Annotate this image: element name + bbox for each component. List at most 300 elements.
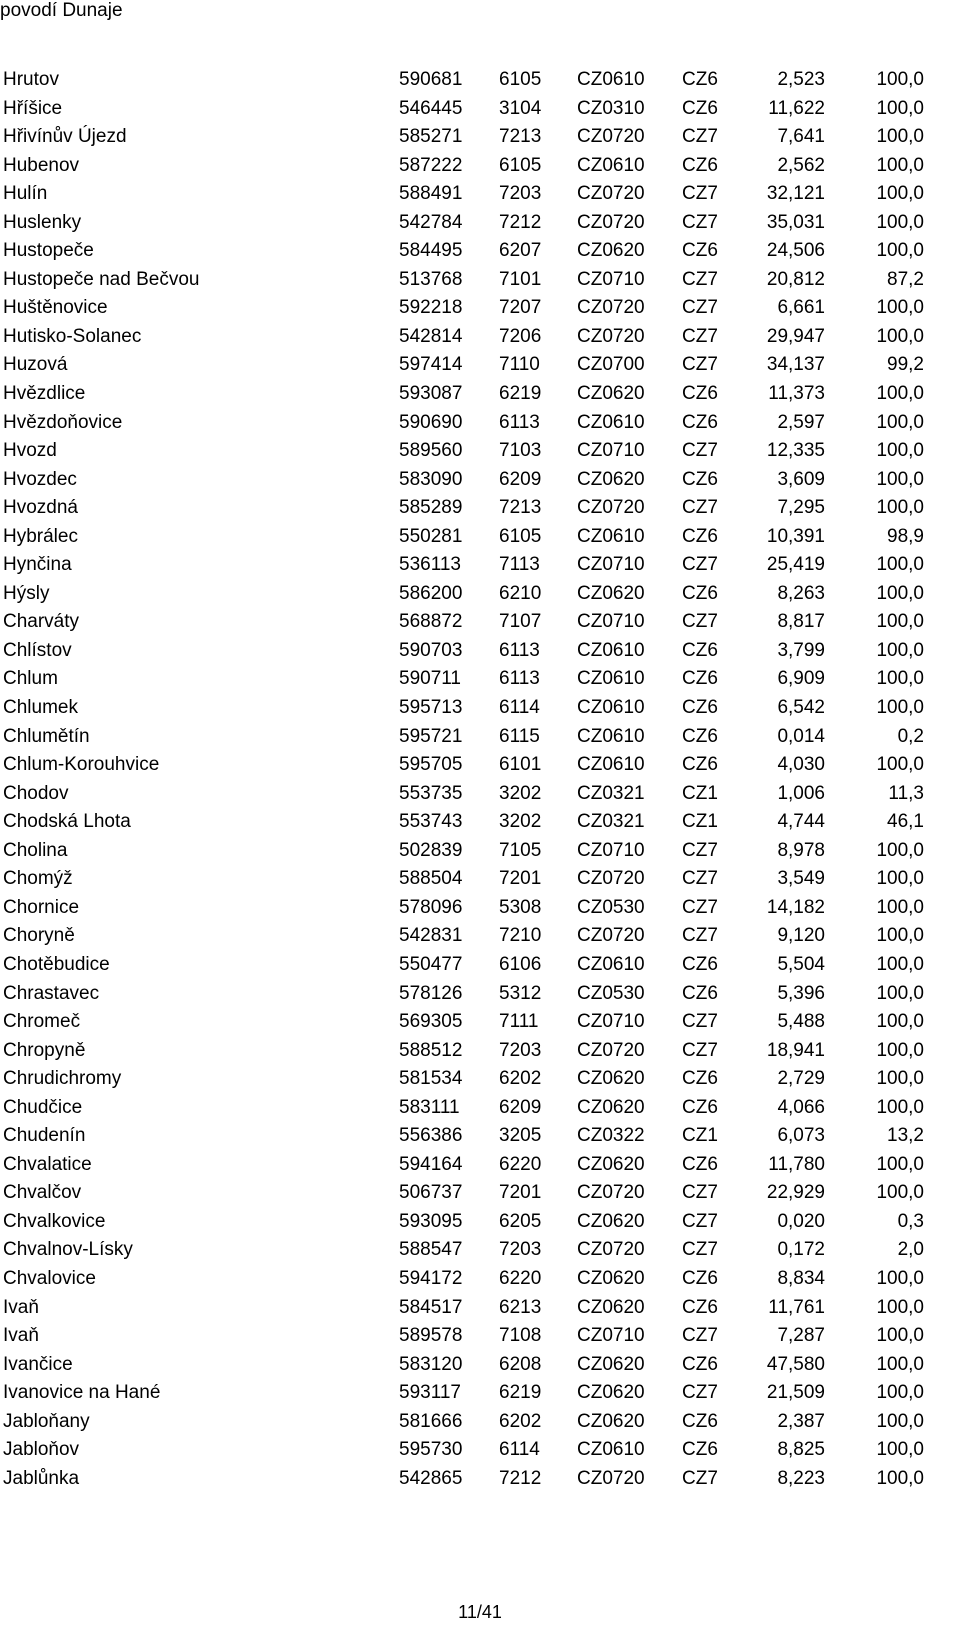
nuts-code: CZ0610	[577, 154, 645, 176]
region-code: CZ7	[682, 1039, 718, 1061]
nuts-code: CZ0322	[577, 1125, 645, 1147]
orp-code: 6114	[499, 697, 540, 719]
area-value: 4,744	[777, 811, 825, 833]
region-code: CZ6	[682, 97, 718, 119]
municipality-name: Ivaň	[3, 1325, 39, 1347]
table-row	[3, 152, 960, 181]
nuts-code: CZ0530	[577, 896, 645, 918]
percent-value: 100,0	[876, 925, 924, 947]
area-value: 7,641	[777, 126, 825, 148]
region-code: CZ6	[682, 154, 718, 176]
region-code: CZ7	[682, 611, 718, 633]
area-value: 11,780	[768, 1153, 825, 1175]
percent-value: 100,0	[876, 97, 924, 119]
percent-value: 100,0	[876, 1382, 924, 1404]
nuts-code: CZ0620	[577, 383, 645, 405]
municipality-name: Chlumek	[3, 697, 78, 719]
table-row	[3, 1236, 960, 1265]
percent-value: 99,2	[887, 354, 924, 376]
orp-code: 6210	[499, 582, 542, 604]
area-value: 22,929	[766, 1182, 825, 1204]
table-row	[3, 1151, 960, 1180]
municipality-name: Chodská Lhota	[3, 811, 131, 833]
orp-code: 7103	[499, 440, 542, 462]
region-code: CZ7	[682, 925, 718, 947]
percent-value: 100,0	[876, 240, 924, 262]
region-code: CZ6	[682, 69, 718, 90]
region-code: CZ6	[682, 953, 718, 975]
area-value: 2,387	[777, 1410, 825, 1432]
nuts-code: CZ0620	[577, 1410, 645, 1432]
area-value: 21,509	[766, 1382, 825, 1404]
table-row	[3, 551, 960, 580]
region-code: CZ6	[682, 1410, 718, 1432]
nuts-code: CZ0720	[577, 297, 645, 319]
orp-code: 3104	[499, 97, 542, 119]
table-row	[3, 437, 960, 466]
municipality-code: 583111	[399, 1096, 460, 1118]
municipality-code: 586200	[399, 582, 463, 604]
percent-value: 100,0	[876, 754, 924, 776]
orp-code: 6213	[499, 1296, 542, 1318]
nuts-code: CZ0720	[577, 211, 645, 233]
nuts-code: CZ0610	[577, 697, 645, 719]
municipality-name: Hvozdná	[3, 497, 78, 519]
percent-value: 100,0	[876, 468, 924, 490]
nuts-code: CZ0620	[577, 240, 645, 262]
region-code: CZ6	[682, 1096, 718, 1118]
nuts-code: CZ0610	[577, 525, 645, 547]
area-value: 8,817	[777, 611, 825, 633]
percent-value: 100,0	[876, 1039, 924, 1061]
region-code: CZ7	[682, 497, 718, 519]
area-value: 2,523	[777, 69, 825, 90]
table-row	[3, 1379, 960, 1408]
municipality-name: Chomýž	[3, 868, 73, 890]
orp-code: 7113	[499, 554, 540, 576]
table-row	[3, 523, 960, 552]
table-row	[3, 209, 960, 238]
table-row	[3, 1351, 960, 1380]
nuts-code: CZ0610	[577, 1439, 645, 1461]
municipality-name: Hvozdec	[3, 468, 77, 490]
nuts-code: CZ0620	[577, 1353, 645, 1375]
percent-value: 100,0	[876, 554, 924, 576]
municipality-name: Hynčina	[3, 554, 72, 576]
percent-value: 100,0	[876, 697, 924, 719]
municipality-name: Hutisko-Solanec	[3, 325, 142, 347]
region-code: CZ6	[682, 1068, 718, 1090]
area-value: 0,172	[777, 1239, 825, 1261]
orp-code: 6219	[499, 383, 542, 405]
table-row	[3, 1408, 960, 1437]
municipality-code: 569305	[399, 1011, 463, 1033]
orp-code: 7206	[499, 325, 542, 347]
municipality-name: Hybrálec	[3, 525, 78, 547]
area-value: 9,120	[777, 925, 825, 947]
orp-code: 7105	[499, 839, 542, 861]
region-code: CZ6	[682, 1296, 718, 1318]
orp-code: 6115	[499, 725, 540, 747]
orp-code: 6101	[499, 754, 542, 776]
nuts-code: CZ0620	[577, 1068, 645, 1090]
area-value: 3,549	[777, 868, 825, 890]
table-row	[3, 723, 960, 752]
nuts-code: CZ0620	[577, 1096, 645, 1118]
nuts-code: CZ0710	[577, 268, 645, 290]
region-code: CZ7	[682, 440, 718, 462]
area-value: 5,488	[777, 1011, 825, 1033]
orp-code: 6220	[499, 1153, 542, 1175]
municipality-table	[3, 66, 960, 1493]
orp-code: 6207	[499, 240, 542, 262]
orp-code: 6220	[499, 1267, 542, 1289]
percent-value: 100,0	[876, 896, 924, 918]
percent-value: 98,9	[887, 525, 924, 547]
region-code: CZ6	[682, 582, 718, 604]
municipality-code: 594164	[399, 1153, 463, 1175]
nuts-code: CZ0720	[577, 1239, 645, 1261]
orp-code: 6205	[499, 1210, 542, 1232]
percent-value: 100,0	[876, 440, 924, 462]
orp-code: 6113	[499, 668, 540, 690]
municipality-name: Chrastavec	[3, 982, 100, 1004]
orp-code: 6209	[499, 468, 542, 490]
municipality-name: Chornice	[3, 896, 80, 918]
nuts-code: CZ0720	[577, 325, 645, 347]
table-row	[3, 751, 960, 780]
orp-code: 7210	[499, 925, 542, 947]
table-row	[3, 323, 960, 352]
municipality-name: Hvozd	[3, 440, 57, 462]
orp-code: 7212	[499, 1467, 542, 1489]
municipality-code: 588491	[399, 183, 463, 205]
table-row	[3, 580, 960, 609]
municipality-code: 546445	[399, 97, 463, 119]
orp-code: 6113	[499, 411, 540, 433]
table-row	[3, 351, 960, 380]
municipality-code: 590690	[399, 411, 463, 433]
municipality-code: 550281	[399, 525, 463, 547]
table-row	[3, 1037, 960, 1066]
municipality-code: 513768	[399, 268, 463, 290]
municipality-code: 542814	[399, 325, 463, 347]
percent-value: 100,0	[876, 1439, 924, 1461]
region-code: CZ7	[682, 268, 718, 290]
orp-code: 7110	[499, 354, 540, 376]
region-code: CZ7	[682, 1210, 718, 1232]
area-value: 4,030	[777, 754, 825, 776]
region-code: CZ6	[682, 639, 718, 661]
percent-value: 100,0	[876, 383, 924, 405]
region-code: CZ1	[682, 782, 718, 804]
region-code: CZ7	[682, 211, 718, 233]
municipality-code: 583090	[399, 468, 463, 490]
table-row	[3, 266, 960, 295]
area-value: 6,073	[777, 1125, 825, 1147]
municipality-name: Hýsly	[3, 582, 50, 604]
area-value: 6,909	[777, 668, 825, 690]
nuts-code: CZ0610	[577, 411, 645, 433]
table-row	[3, 1208, 960, 1237]
municipality-code: 593095	[399, 1210, 463, 1232]
region-code: CZ6	[682, 668, 718, 690]
area-value: 24,506	[766, 240, 825, 262]
municipality-code: 550477	[399, 953, 463, 975]
municipality-code: 593117	[399, 1382, 461, 1404]
area-value: 11,761	[768, 1296, 825, 1318]
table-row	[3, 694, 960, 723]
municipality-name: Huslenky	[3, 211, 82, 233]
municipality-name: Hulín	[3, 183, 48, 205]
municipality-code: 581534	[399, 1068, 463, 1090]
municipality-code: 542865	[399, 1467, 463, 1489]
municipality-code: 584495	[399, 240, 463, 262]
municipality-name: Chvalatice	[3, 1153, 92, 1175]
orp-code: 7108	[499, 1325, 542, 1347]
orp-code: 5308	[499, 896, 542, 918]
nuts-code: CZ0720	[577, 497, 645, 519]
region-code: CZ7	[682, 1467, 718, 1489]
municipality-code: 590703	[399, 639, 463, 661]
nuts-code: CZ0620	[577, 582, 645, 604]
area-value: 11,622	[768, 97, 825, 119]
page-header-title: povodí Dunaje	[0, 0, 123, 21]
municipality-name: Jabloňany	[3, 1410, 90, 1432]
percent-value: 0,2	[897, 725, 924, 747]
municipality-code: 593087	[399, 383, 463, 405]
percent-value: 100,0	[876, 1467, 924, 1489]
nuts-code: CZ0321	[577, 811, 645, 833]
percent-value: 100,0	[876, 868, 924, 890]
municipality-name: Chvalnov-Lísky	[3, 1239, 133, 1261]
nuts-code: CZ0610	[577, 754, 645, 776]
orp-code: 7201	[499, 868, 542, 890]
region-code: CZ7	[682, 297, 718, 319]
table-row	[3, 1008, 960, 1037]
orp-code: 7213	[499, 126, 542, 148]
orp-code: 7213	[499, 497, 542, 519]
nuts-code: CZ0710	[577, 1011, 645, 1033]
region-code: CZ7	[682, 1239, 718, 1261]
area-value: 14,182	[766, 896, 825, 918]
municipality-code: 578126	[399, 982, 463, 1004]
region-code: CZ6	[682, 525, 718, 547]
region-code: CZ7	[682, 896, 718, 918]
percent-value: 100,0	[876, 325, 924, 347]
percent-value: 100,0	[876, 639, 924, 661]
table-row	[3, 1322, 960, 1351]
municipality-code: 536113	[399, 554, 461, 576]
table-row	[3, 237, 960, 266]
percent-value: 100,0	[876, 411, 924, 433]
region-code: CZ7	[682, 325, 718, 347]
area-value: 5,396	[777, 982, 825, 1004]
municipality-name: Chrudichromy	[3, 1068, 122, 1090]
municipality-name: Hustopeče	[3, 240, 94, 262]
nuts-code: CZ0310	[577, 97, 645, 119]
percent-value: 100,0	[876, 69, 924, 90]
percent-value: 100,0	[876, 497, 924, 519]
table-row	[3, 922, 960, 951]
percent-value: 100,0	[876, 982, 924, 1004]
municipality-name: Hrutov	[3, 69, 59, 90]
orp-code: 7107	[499, 611, 542, 633]
percent-value: 100,0	[876, 126, 924, 148]
region-code: CZ7	[682, 839, 718, 861]
orp-code: 3202	[499, 811, 542, 833]
nuts-code: CZ0710	[577, 1325, 645, 1347]
municipality-name: Cholina	[3, 839, 68, 861]
area-value: 18,941	[766, 1039, 825, 1061]
area-value: 20,812	[766, 268, 825, 290]
municipality-code: 542831	[399, 925, 463, 947]
area-value: 35,031	[766, 211, 825, 233]
percent-value: 100,0	[876, 839, 924, 861]
table-row	[3, 494, 960, 523]
area-value: 2,562	[777, 154, 825, 176]
region-code: CZ6	[682, 725, 718, 747]
municipality-name: Jabloňov	[3, 1439, 80, 1461]
nuts-code: CZ0610	[577, 953, 645, 975]
nuts-code: CZ0610	[577, 725, 645, 747]
nuts-code: CZ0620	[577, 468, 645, 490]
area-value: 6,542	[777, 697, 825, 719]
municipality-name: Ivanovice na Hané	[3, 1382, 161, 1404]
page-number: 11/41	[458, 1602, 502, 1622]
area-value: 8,223	[777, 1467, 825, 1489]
nuts-code: CZ0620	[577, 1210, 645, 1232]
area-value: 8,825	[777, 1439, 825, 1461]
region-code: CZ6	[682, 982, 718, 1004]
municipality-code: 584517	[399, 1296, 463, 1318]
orp-code: 6208	[499, 1353, 542, 1375]
orp-code: 6113	[499, 639, 540, 661]
nuts-code: CZ0620	[577, 1153, 645, 1175]
municipality-name: Chudčice	[3, 1096, 83, 1118]
region-code: CZ7	[682, 868, 718, 890]
percent-value: 100,0	[876, 1153, 924, 1175]
area-value: 1,006	[777, 782, 825, 804]
municipality-name: Chlumětín	[3, 725, 90, 747]
orp-code: 6105	[499, 69, 542, 90]
area-value: 12,335	[766, 440, 825, 462]
area-value: 3,609	[777, 468, 825, 490]
municipality-code: 542784	[399, 211, 463, 233]
municipality-name: Chudenín	[3, 1125, 86, 1147]
municipality-name: Ivaň	[3, 1296, 39, 1318]
municipality-name: Huštěnovice	[3, 297, 108, 319]
region-code: CZ6	[682, 1353, 718, 1375]
table-row	[3, 123, 960, 152]
table-row	[3, 180, 960, 209]
table-row	[3, 1179, 960, 1208]
nuts-code: CZ0620	[577, 1296, 645, 1318]
municipality-name: Chlum-Korouhvice	[3, 754, 160, 776]
region-code: CZ6	[682, 754, 718, 776]
percent-value: 0,3	[897, 1210, 924, 1232]
area-value: 7,287	[777, 1325, 825, 1347]
municipality-code: 588512	[399, 1039, 463, 1061]
percent-value: 100,0	[876, 183, 924, 205]
table-row	[3, 294, 960, 323]
municipality-name: Ivančice	[3, 1353, 73, 1375]
municipality-code: 588504	[399, 868, 463, 890]
municipality-code: 597414	[399, 354, 463, 376]
nuts-code: CZ0720	[577, 1182, 645, 1204]
area-value: 5,504	[777, 953, 825, 975]
municipality-code: 553735	[399, 782, 463, 804]
municipality-code: 502839	[399, 839, 463, 861]
nuts-code: CZ0710	[577, 839, 645, 861]
municipality-name: Chvalkovice	[3, 1210, 106, 1232]
municipality-name: Choryně	[3, 925, 75, 947]
municipality-name: Charváty	[3, 611, 80, 633]
region-code: CZ7	[682, 183, 718, 205]
table-row	[3, 1436, 960, 1465]
municipality-name: Chlístov	[3, 639, 72, 661]
percent-value: 100,0	[876, 1267, 924, 1289]
nuts-code: CZ0700	[577, 354, 645, 376]
municipality-code: 578096	[399, 896, 463, 918]
area-value: 4,066	[777, 1096, 825, 1118]
table-row	[3, 865, 960, 894]
percent-value: 46,1	[887, 811, 924, 833]
municipality-name: Chotěbudice	[3, 953, 110, 975]
table-row	[3, 409, 960, 438]
nuts-code: CZ0321	[577, 782, 645, 804]
municipality-name: Chropyně	[3, 1039, 86, 1061]
nuts-code: CZ0720	[577, 925, 645, 947]
municipality-name: Hříšice	[3, 97, 63, 119]
municipality-name: Hubenov	[3, 154, 80, 176]
municipality-name: Hřivínův Újezd	[3, 126, 127, 148]
orp-code: 7111	[499, 1011, 539, 1033]
municipality-code: 588547	[399, 1239, 463, 1261]
percent-value: 100,0	[876, 1011, 924, 1033]
percent-value: 100,0	[876, 1410, 924, 1432]
percent-value: 13,2	[887, 1125, 924, 1147]
table-row	[3, 1465, 960, 1494]
orp-code: 7203	[499, 1039, 542, 1061]
municipality-code: 590711	[399, 668, 461, 690]
municipality-name: Hustopeče nad Bečvou	[3, 268, 200, 290]
nuts-code: CZ0530	[577, 982, 645, 1004]
percent-value: 100,0	[876, 1353, 924, 1375]
orp-code: 7207	[499, 297, 542, 319]
region-code: CZ1	[682, 1125, 718, 1147]
municipality-code: 581666	[399, 1410, 463, 1432]
nuts-code: CZ0620	[577, 1267, 645, 1289]
percent-value: 100,0	[876, 1325, 924, 1347]
percent-value: 100,0	[876, 953, 924, 975]
area-value: 2,729	[777, 1068, 825, 1090]
area-value: 34,137	[766, 354, 825, 376]
percent-value: 87,2	[887, 268, 924, 290]
nuts-code: CZ0720	[577, 1467, 645, 1489]
region-code: CZ7	[682, 1011, 718, 1033]
municipality-name: Chvalovice	[3, 1267, 96, 1289]
municipality-code: 587222	[399, 154, 463, 176]
municipality-code: 585289	[399, 497, 463, 519]
percent-value: 100,0	[876, 1096, 924, 1118]
orp-code: 7203	[499, 1239, 542, 1261]
table-row	[3, 608, 960, 637]
orp-code: 6114	[499, 1439, 540, 1461]
table-row	[3, 1094, 960, 1123]
orp-code: 5312	[499, 982, 542, 1004]
municipality-code: 506737	[399, 1182, 463, 1204]
